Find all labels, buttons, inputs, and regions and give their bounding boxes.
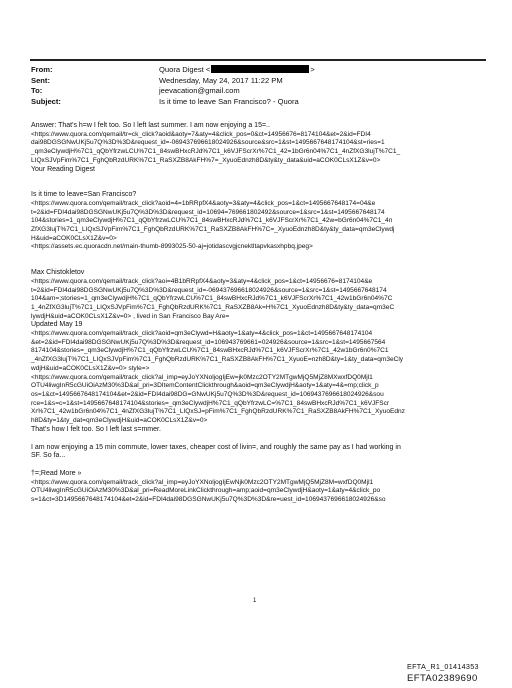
from-value [159, 65, 491, 76]
body-line[interactable]: <https://www.quora.com/qemail/track_click?aoid=qm3eClywd=H&aoty=1&aty=4&click_pos=1&ct=1495667648174104 [31, 330, 373, 338]
body-line: ZfXG3lujT%7C1_LIQxSJVpFim%7C1_FghQbRzdURK%7C1_RaSXZB8AkFH%7C=_XyuoEdnzh8D&ty&ty_data=qm3eClywdj [31, 226, 395, 234]
body-line[interactable]: <https://www.quora.com/qemail/track_click?aoi=4B1bRRpfX4&aoty=3&aty=4&click_pos=1&ct=14956676=8174104&e [31, 277, 373, 285]
from-row [31, 65, 491, 76]
body-line: 8174104&stories=_qm3eClywdjH%7C1_qQbYfrzwLCU%7C1_84swBHxcRJd%7C1_k6VJFScrXr%7C1_42w1bGr6n0%7C1 [31, 347, 389, 355]
paragraph-gap [31, 461, 491, 470]
from-suffix: > [310, 65, 315, 74]
body-line: _4nZfXG3lujT%7C1_LIQxSJVpFim%7C1_FghQbRzdURK%7C1_RaSXZB8AkFH%7C1_XyuoE=nzh8D&ty=1&ty_data=qm3eCly [31, 356, 404, 364]
bates-number-2: EFTA02389690 [407, 673, 478, 684]
body-line[interactable]: <https://www.quora.com/qemail/track_click?al_imp=eyJoYXNoljogIjEw=jk0Mzc2OTY2MTgwMjQ5MjZ8MXwxfDQ0Mjl1 [31, 373, 373, 381]
body-line: t=2&id=FDI4dai98DGSGNwUKj5u7Q%3D%3D&request_id=10694=769661802492&source=1&src=1&st=1495667648174 [31, 208, 385, 216]
subject-label: Subject: [31, 96, 61, 106]
body-line: †=;Read More » [31, 469, 82, 477]
from-label: From: [31, 65, 53, 74]
body-line: Updated May 19 [31, 321, 83, 329]
body-line[interactable]: <https://www.quora.com/qemail/tr=ck_click?aoid&aoty=7&aty=4&click_pos=0&ct=14956676=8174104&et=2&id=FDI4 [31, 130, 371, 138]
body-line: H&uid=aCOK0CLsX1Z&v=0> [31, 234, 117, 242]
body-line: Is it time to leave=San Francisco? [31, 191, 137, 199]
to-row [31, 86, 491, 97]
email-header [31, 65, 491, 107]
sent-value: Wednesday, May 24, 2017 11:22 PM [159, 75, 283, 85]
body-line: SF. So fa... [31, 452, 66, 460]
body-line: &et=2&id=FDI4dai98DGSGNwUKj5u7Q%3D%3D&request_id=106943769661=024926&source=1&src=1&st=1495667564 [31, 338, 386, 346]
paragraph-gap [31, 174, 491, 191]
sent-label: Sent: [31, 75, 50, 85]
body-line: _qm3eClywdjH%7C1_qQbYfrzwLCU%7C1_84swBHxcRJd%7C1_k6VJFScrXr%7C1_42=1bGr6n04%7C1_4nZfXG3lujT%7C1_ [31, 148, 401, 156]
paragraph-gap [31, 252, 491, 269]
body-line: 104&stories=1_qm3eClywdjH%7C1_qQbYfrzwLCU%7C1_84swBHxcRJd%7C1_k6VJFScrXr%7C1_42w=bGr6n04%7C1_4n [31, 217, 393, 225]
body-line: That's how I felt too. So I left last s=mmer. [31, 425, 161, 433]
body-line: h8D&ty=1&ty_dat=qm3eClywdjH&uid=aCOK0CLsX1Z&v=0> [31, 417, 208, 425]
subject-row [31, 97, 491, 108]
from-name: Quora Digest < [159, 65, 211, 74]
header-rule [30, 59, 486, 61]
body-line: 1_4nZfXG3lujT%7C1_LIQxSJVpFim%7C1_FghQbRzdURK%7C1_RaSXZB8Ak=H%7C1_XyuoEdnzh8D&ty&ty_data=qm3eC [31, 303, 395, 311]
bates-number-1: EFTA_R1_01414353 [407, 662, 479, 671]
page-number: 1 [253, 598, 257, 604]
body-line: Xr%7C1_42w1bGr6n04%7C1_4nZfXG3lujT%7C1_LIQxSJ=pFim%7C1_FghQbRzdURK%7C1_RaSXZB8AkFH%7C1_XyuoEdnz [31, 408, 405, 416]
body-line: rce=1&s=c=1&st=1495667648174104&stories=_qm3eClywdjH%7C1_qQbYfrzwLC=%7C1_84swBHxcRJd%7C1_k6VJFScr [31, 399, 390, 407]
body-line: dai98DGSGNwUKj5u7Q%3D%3D&request_id=-069437696618024926&source&src=1&st=1495667648174104&st=ries=1 [31, 139, 385, 147]
body-line[interactable]: <https://www.quora.com/qemail/track_click?al_imp=eyJoYXNoljogIjEwNjk0Mzc2OTY2MTgwMjQ5MjZ8M=wxfDQ0Mjl1 [31, 478, 374, 486]
email-body [31, 122, 491, 505]
to-value[interactable]: jeevacation@gmail.com [159, 86, 240, 96]
to-label: To: [31, 86, 43, 96]
sent-row [31, 76, 491, 87]
body-line: Your Reading Digest [31, 165, 95, 173]
body-line: I am now enjoying a 15 min commute, lower taxes, cheaper cost of livin=, and roughly the same pay as I had working in [31, 443, 401, 451]
body-line: OTU4liwgInR5cGUiOiAzM30%3D&al_pri=3DItemContentClickthrough&aoid=qm3eClywdjH&aoty=1&aty=4&=mp;click_p [31, 382, 379, 390]
body-line[interactable]: <https://assets.ec.quoracdn.net/main-thumb-8993025-50-aj=jotidascvgjcnektltapvkasxhpbq.jpeg> [31, 243, 313, 251]
body-line: OTU4liwgInR5cGUiOiAzM30%3D&al_pri=ReadMoreLinkClickthrough=amp;aoid=qm3eClywdjH&aoty=1&aty=4&click_po [31, 487, 381, 495]
body-line: 104&am=;stories=1_qm3eClywdjH%7C1_qQbYfrzwLCU%7C1_84swBHxcRJd%7C1_k6VJFScrXr%7C1_42w1bGr6n04%7C [31, 295, 393, 303]
body-line: t=2&id=FDI4dai98DGSGNwUKj5u7Q%3D%3D&request_id=-069437696618024926&source=1&src=1&st=1495667648174 [31, 286, 387, 294]
body-line: s=1&ct=3D1495667648174104&et=2&id=FDI4dai98DGSGNwUKj5u7Q%3D%3D&re=uest_id=1069437696618024926&so [31, 496, 386, 504]
body-line: LIQxSJVpFim%7C1_FghQbRzdURK%7C1_RaSXZB8AkFH%7=_XyuoEdnzh8D&ty&ty_data&uid=aCOK0CLsX1Z&v=0> [31, 156, 381, 164]
body-line: lywdjH&uid=aCOK0CLsX1Z&v=0> , lived in San Francisco Bay Are= [31, 312, 230, 320]
paragraph-gap [31, 435, 491, 444]
body-line: Answer: That's h=w I felt too. So I left last summer. I am now enjoying a 15=.. [31, 122, 270, 129]
body-line: Max Chistokletov [31, 269, 85, 277]
body-line[interactable]: <https://www.quora.com/qemail/track_click?aoid=4=1bRRpfX4&aoty=3&aty=4&click_pos=1&ct=1495667648174=04&e [31, 199, 376, 207]
body-line: wdjH&uid=aCOK0CLsX1Z&v=0> style=> [31, 364, 150, 372]
body-line: os=1&ct=1495667648174104&et=2&id=FDI4dai98DG=GNwUKj5u7Q%3D%3D&request_id=1069437696618024926&sou [31, 390, 384, 398]
redaction-box [211, 65, 309, 73]
subject-value: Is it time to leave San Francisco? - Quora [159, 96, 299, 106]
